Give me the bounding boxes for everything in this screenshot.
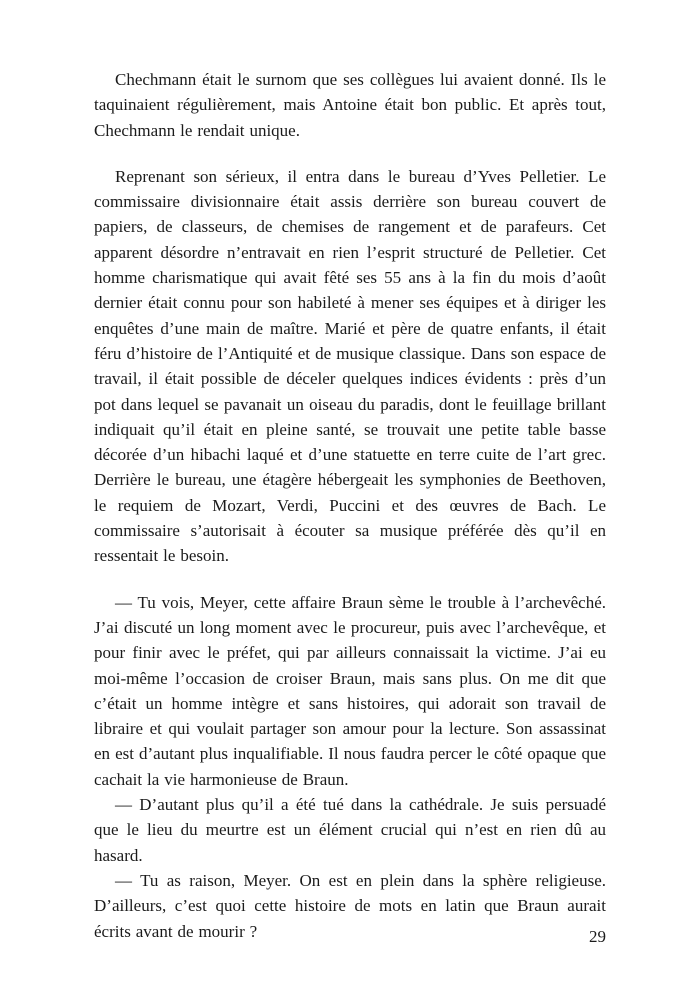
paragraph-4-dialogue: — D’autant plus qu’il a été tué dans la cathédrale. Je suis persuadé que le lieu du meurtre est un élément crucial qui n’est en rien dû au hasard. [94, 795, 606, 865]
paragraph-5-dialogue: — Tu as raison, Meyer. On est en plein dans la sphère religieuse. D’ailleurs, c’est quoi cette histoire de mots en latin que Braun aurait écrits avant de mourir ? [94, 870, 606, 941]
paragraph-3-dialogue: — Tu vois, Meyer, cette affaire Braun sème le trouble à l’archevêché. J’ai discuté un long moment avec le procureur, puis avec l’archevêque, et pour finir avec le préfet, qui par ailleurs connaissait la victime. J’ai eu moi-même l’occasion de croiser Braun, mais sans plus. On me dit que c’était un homme intègre et sans histoires, qui adorait son travail de libraire et qui voulait partager son amour pour la lecture. Son assassinat en est d’autant plus inqualifiable. Il nous faudra percer le côté opaque que cachait la vie harmonieuse de Braun. [94, 592, 606, 789]
body-text [94, 67, 606, 944]
paragraph-1: Chechmann était le surnom que ses collègues lui avaient donné. Ils le taquinaient régulièrement, mais Antoine était bon public. Et après tout, Chechmann le rendait unique. [94, 70, 606, 140]
paragraph-2: Reprenant son sérieux, il entra dans le bureau d’Yves Pelletier. Le commissaire divisionnaire était assis derrière son bureau couvert de papiers, de classeurs, de chemises de rangement et de parafeurs. Cet apparent désordre n’entravait en rien l’esprit structuré de Pelletier. Cet homme charismatique qui avait fêté ses 55 ans à la fin du mois d’août dernier était connu pour son habileté à mener ses équipes et à diriger les enquêtes d’une main de maître. Marié et père de quatre enfants, il était féru d’histoire de l’Antiquité et de musique classique. Dans son espace de travail, il était possible de déceler quelques indices évidents : près d’un pot dans lequel se pavanait un oiseau du paradis, dont le feuillage brillant indiquait qu’il était en pleine santé, se trouvait une petite table basse décorée d’un hibachi laqué et d’une statuette en terre cuite de l’art grec. Derrière le bureau, une étagère hébergeait les symphonies de Beethoven, le requiem de Mozart, Verdi, Puccini et des œuvres de Bach. Le commissaire s’autorisait à écouter sa musique préférée dès qu’il en ressentait le besoin. [94, 166, 606, 566]
page-number: 29 [589, 927, 606, 946]
